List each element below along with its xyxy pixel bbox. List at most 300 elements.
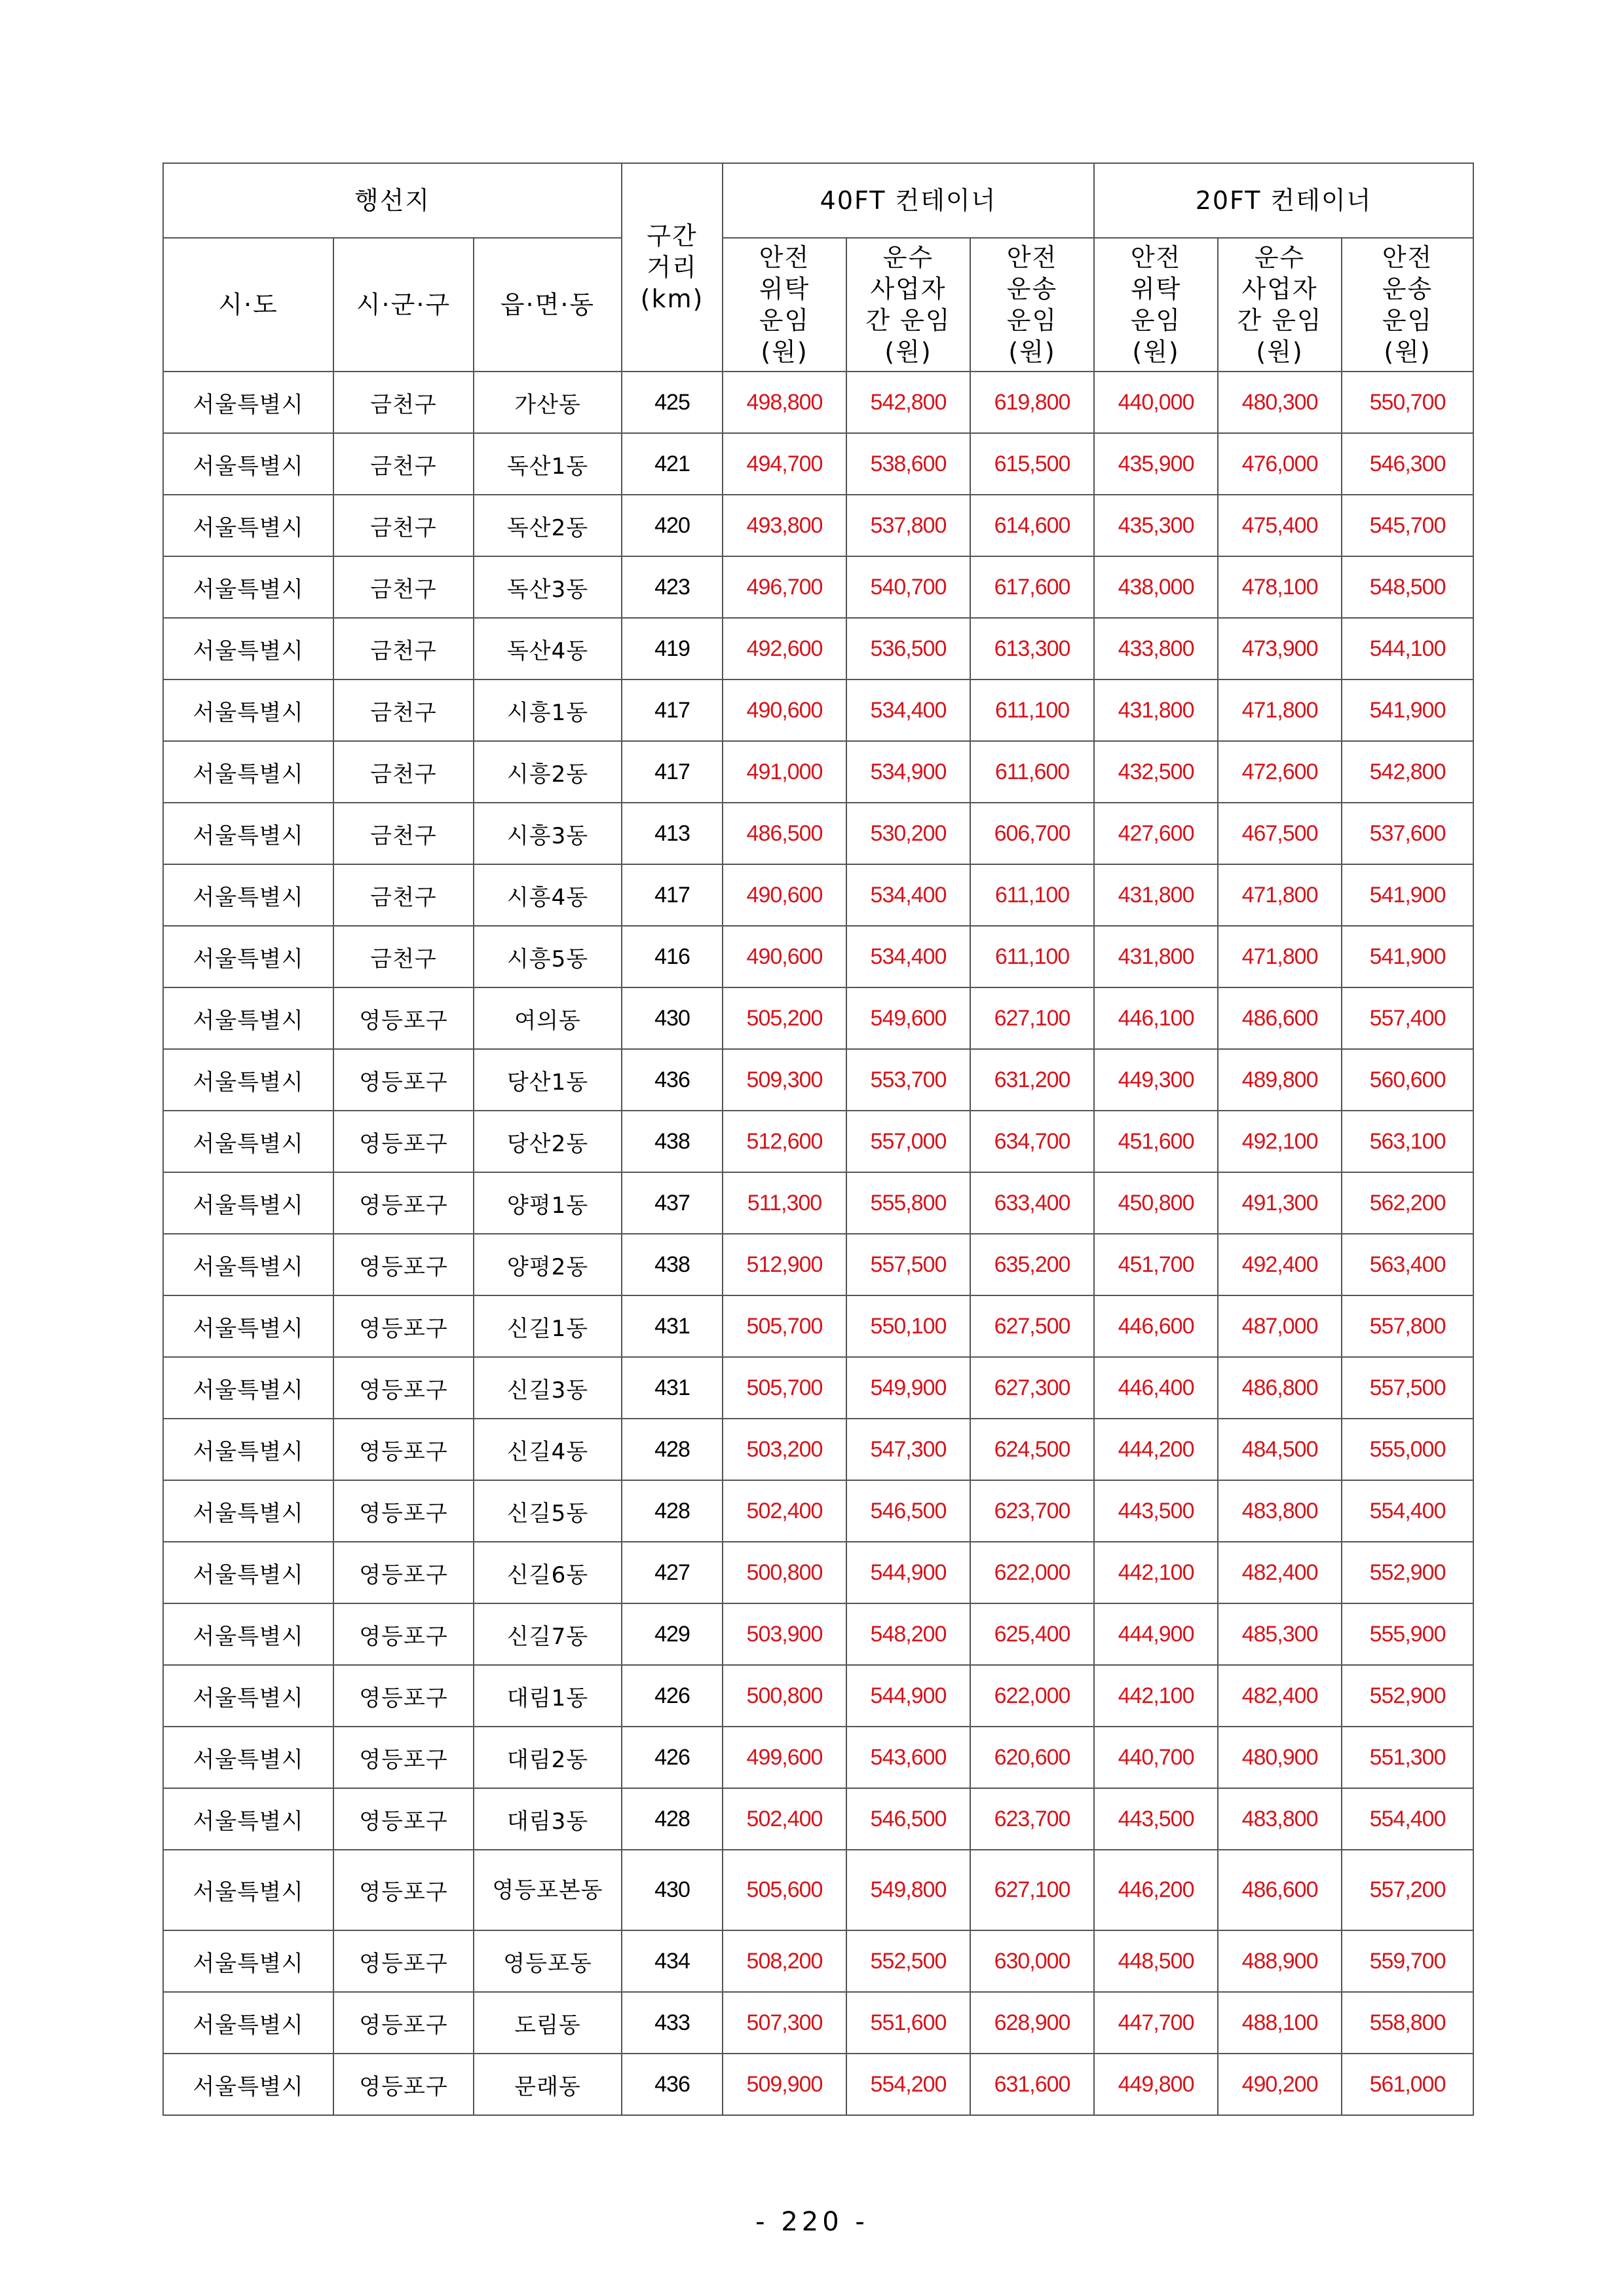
safe-transport-rate-20ft-cell: 551,300 [1342, 1727, 1473, 1788]
safe-consign-rate-20ft-cell: 444,900 [1094, 1603, 1218, 1665]
carrier-rate-40ft-cell: 549,900 [846, 1357, 970, 1419]
sido-cell: 서울특별시 [163, 1111, 333, 1172]
table-row [163, 1788, 1473, 1850]
safe-consign-rate-40ft-cell: 494,700 [723, 433, 846, 495]
sigungu-cell: 영등포구 [333, 1234, 474, 1295]
safe-consign-rate-40ft-cell: 508,200 [723, 1930, 846, 1992]
distance-cell: 437 [622, 1172, 723, 1234]
safe-transport-rate-40ft-cell: 631,200 [970, 1049, 1094, 1111]
distance-cell: 430 [622, 987, 723, 1049]
safe-consign-rate-20ft-cell: 440,700 [1094, 1727, 1218, 1788]
carrier-rate-40ft-cell: 549,600 [846, 987, 970, 1049]
carrier-rate-20ft-cell: 472,600 [1218, 741, 1342, 803]
safe-consign-rate-20ft-cell: 431,800 [1094, 864, 1218, 926]
safe-consign-rate-40ft-cell: 505,700 [723, 1357, 846, 1419]
sido-cell: 서울특별시 [163, 372, 333, 433]
distance-cell: 433 [622, 1992, 723, 2054]
carrier-rate-20ft-cell: 488,100 [1218, 1992, 1342, 2054]
safe-consign-rate-20ft-cell: 433,800 [1094, 618, 1218, 679]
sido-cell: 서울특별시 [163, 1419, 333, 1480]
header-label: 안전 운송 운임 (원) [1382, 243, 1433, 366]
safe-transport-rate-20ft-cell: 552,900 [1342, 1665, 1473, 1727]
safe-transport-rate-20ft-cell: 546,300 [1342, 433, 1473, 495]
safe-consign-rate-20ft-cell: 449,300 [1094, 1049, 1218, 1111]
eupmyeondong-cell: 가산동 [474, 372, 622, 433]
sido-cell: 서울특별시 [163, 618, 333, 679]
sido-cell: 서울특별시 [163, 987, 333, 1049]
safe-transport-rate-40ft-cell: 619,800 [970, 372, 1094, 433]
safe-transport-rate-20ft-cell: 561,000 [1342, 2054, 1473, 2115]
distance-cell: 416 [622, 926, 723, 987]
eupmyeondong-cell: 독산4동 [474, 618, 622, 679]
carrier-rate-20ft-cell: 484,500 [1218, 1419, 1342, 1480]
safe-transport-rate-20ft-cell: 544,100 [1342, 618, 1473, 679]
safe-transport-rate-20ft-cell: 554,400 [1342, 1788, 1473, 1850]
freight-rate-table [162, 163, 1474, 2116]
eupmyeondong-cell: 양평1동 [474, 1172, 622, 1234]
carrier-rate-40ft-cell: 554,200 [846, 2054, 970, 2115]
carrier-rate-40ft-cell: 557,000 [846, 1111, 970, 1172]
carrier-rate-20ft-cell: 486,600 [1218, 1850, 1342, 1930]
table-row [163, 372, 1473, 433]
carrier-rate-40ft-cell: 542,800 [846, 372, 970, 433]
safe-consign-rate-20ft-cell: 450,800 [1094, 1172, 1218, 1234]
distance-cell: 420 [622, 495, 723, 556]
safe-consign-rate-20ft-cell: 442,100 [1094, 1665, 1218, 1727]
page-number: - 220 - [755, 2207, 869, 2237]
sido-header: 시·도 [163, 238, 333, 372]
sido-cell: 서울특별시 [163, 741, 333, 803]
safe-transport-rate-20ft-cell: 541,900 [1342, 864, 1473, 926]
sigungu-cell: 영등포구 [333, 987, 474, 1049]
safe-transport-rate-20ft-cell: 562,200 [1342, 1172, 1473, 1234]
safe-consign-rate-40ft-cell: 512,900 [723, 1234, 846, 1295]
eupmyeondong-cell: 신길1동 [474, 1295, 622, 1357]
distance-cell: 428 [622, 1480, 723, 1542]
safe-transport-rate-20ft-cell: 557,400 [1342, 987, 1473, 1049]
safe-consign-rate-40ft-cell: 498,800 [723, 372, 846, 433]
distance-cell: 421 [622, 433, 723, 495]
safe-transport-rate-20ft-cell: 552,900 [1342, 1542, 1473, 1603]
carrier-rate-40ft-cell: 552,500 [846, 1930, 970, 1992]
sido-cell: 서울특별시 [163, 1295, 333, 1357]
eupmyeondong-cell: 대림3동 [474, 1788, 622, 1850]
safe-transport-rate-20ft-cell: 563,400 [1342, 1234, 1473, 1295]
sigungu-cell: 영등포구 [333, 1295, 474, 1357]
safe-consign-rate-40ft-cell: 500,800 [723, 1665, 846, 1727]
carrier-rate-40ft-cell: 551,600 [846, 1992, 970, 2054]
safe-transport-rate-20ft-cell: 554,400 [1342, 1480, 1473, 1542]
sigungu-header: 시·군·구 [333, 238, 474, 372]
distance-cell: 431 [622, 1295, 723, 1357]
safe-transport-rate-40ft-cell: 615,500 [970, 433, 1094, 495]
table-row [163, 1049, 1473, 1111]
safe-transport-rate-40ft-cell: 633,400 [970, 1172, 1094, 1234]
carrier-rate-20ft-cell: 491,300 [1218, 1172, 1342, 1234]
carrier-rate-40ft-cell: 536,500 [846, 618, 970, 679]
safe-consign-rate-40ft-cell: 490,600 [723, 926, 846, 987]
safe-consign-rate-20ft-cell: 443,500 [1094, 1788, 1218, 1850]
safe-consign-rate-40ft-cell: 509,300 [723, 1049, 846, 1111]
table-row [163, 1419, 1473, 1480]
eupmyeondong-cell: 독산2동 [474, 495, 622, 556]
carrier-rate-40ft-cell: 546,500 [846, 1480, 970, 1542]
distance-cell: 417 [622, 864, 723, 926]
sigungu-cell: 금천구 [333, 495, 474, 556]
eupmyeondong-cell: 신길6동 [474, 1542, 622, 1603]
safe-consign-rate-20ft-header [1094, 238, 1218, 372]
sido-cell: 서울특별시 [163, 556, 333, 618]
header-label: 운수 사업자 간 운임 (원) [865, 243, 951, 366]
safe-consign-rate-40ft-cell: 492,600 [723, 618, 846, 679]
carrier-rate-40ft-cell: 543,600 [846, 1727, 970, 1788]
safe-consign-rate-40ft-cell: 490,600 [723, 864, 846, 926]
carrier-rate-40ft-cell: 546,500 [846, 1788, 970, 1850]
table-row [163, 1930, 1473, 1992]
safe-consign-rate-20ft-cell: 435,300 [1094, 495, 1218, 556]
sigungu-cell: 금천구 [333, 372, 474, 433]
sido-cell: 서울특별시 [163, 1727, 333, 1788]
safe-consign-rate-40ft-cell: 505,600 [723, 1850, 846, 1930]
carrier-rate-40ft-cell: 534,400 [846, 926, 970, 987]
distance-cell: 417 [622, 741, 723, 803]
safe-transport-rate-20ft-cell: 542,800 [1342, 741, 1473, 803]
eupmyeondong-cell: 시흥4동 [474, 864, 622, 926]
safe-transport-rate-40ft-cell: 627,500 [970, 1295, 1094, 1357]
carrier-rate-40ft-cell: 549,800 [846, 1850, 970, 1930]
carrier-rate-20ft-cell: 475,400 [1218, 495, 1342, 556]
table-row [163, 864, 1473, 926]
eupmyeondong-cell: 독산3동 [474, 556, 622, 618]
carrier-rate-20ft-cell: 480,300 [1218, 372, 1342, 433]
sigungu-cell: 영등포구 [333, 1850, 474, 1930]
safe-transport-rate-40ft-cell: 631,600 [970, 2054, 1094, 2115]
sido-cell: 서울특별시 [163, 1992, 333, 2054]
sigungu-cell: 영등포구 [333, 1542, 474, 1603]
carrier-rate-40ft-cell: 530,200 [846, 803, 970, 864]
container-20ft-header: 20FT 컨테이너 [1094, 163, 1473, 238]
safe-transport-rate-20ft-cell: 555,900 [1342, 1603, 1473, 1665]
sigungu-cell: 영등포구 [333, 1665, 474, 1727]
sigungu-cell: 영등포구 [333, 1603, 474, 1665]
distance-cell: 438 [622, 1234, 723, 1295]
carrier-rate-20ft-cell: 486,600 [1218, 987, 1342, 1049]
table-row [163, 1111, 1473, 1172]
safe-consign-rate-20ft-cell: 448,500 [1094, 1930, 1218, 1992]
distance-header-label: 구간 거리 (km) [640, 221, 704, 313]
carrier-rate-40ft-cell: 534,400 [846, 864, 970, 926]
header-label: 안전 위탁 운임 (원) [1130, 243, 1182, 366]
safe-consign-rate-20ft-cell: 451,700 [1094, 1234, 1218, 1295]
table-row [163, 1234, 1473, 1295]
safe-transport-rate-40ft-cell: 627,100 [970, 1850, 1094, 1930]
distance-cell: 428 [622, 1788, 723, 1850]
safe-consign-rate-20ft-cell: 446,400 [1094, 1357, 1218, 1419]
sigungu-cell: 영등포구 [333, 1788, 474, 1850]
safe-consign-rate-40ft-cell: 511,300 [723, 1172, 846, 1234]
rate-table-body [163, 372, 1473, 2115]
safe-consign-rate-40ft-cell: 505,700 [723, 1295, 846, 1357]
sido-cell: 서울특별시 [163, 1480, 333, 1542]
sido-cell: 서울특별시 [163, 1850, 333, 1930]
safe-consign-rate-20ft-cell: 432,500 [1094, 741, 1218, 803]
safe-transport-rate-20ft-cell: 563,100 [1342, 1111, 1473, 1172]
safe-consign-rate-40ft-cell: 503,200 [723, 1419, 846, 1480]
table-row [163, 1357, 1473, 1419]
eupmyeondong-cell: 시흥5동 [474, 926, 622, 987]
carrier-rate-40ft-cell: 550,100 [846, 1295, 970, 1357]
safe-consign-rate-20ft-cell: 431,800 [1094, 679, 1218, 741]
table-row [163, 741, 1473, 803]
distance-cell: 417 [622, 679, 723, 741]
table-row [163, 1850, 1473, 1930]
carrier-rate-20ft-cell: 486,800 [1218, 1357, 1342, 1419]
distance-cell: 434 [622, 1930, 723, 1992]
distance-cell: 436 [622, 2054, 723, 2115]
distance-cell: 429 [622, 1603, 723, 1665]
distance-cell: 428 [622, 1419, 723, 1480]
safe-consign-rate-40ft-header [723, 238, 846, 372]
sigungu-cell: 영등포구 [333, 1992, 474, 2054]
carrier-rate-20ft-cell: 480,900 [1218, 1727, 1342, 1788]
safe-consign-rate-20ft-cell: 438,000 [1094, 556, 1218, 618]
sido-cell: 서울특별시 [163, 1542, 333, 1603]
safe-transport-rate-40ft-cell: 635,200 [970, 1234, 1094, 1295]
safe-consign-rate-40ft-cell: 509,900 [723, 2054, 846, 2115]
carrier-rate-40ft-header [846, 238, 970, 372]
sigungu-cell: 영등포구 [333, 2054, 474, 2115]
carrier-rate-20ft-cell: 492,100 [1218, 1111, 1342, 1172]
table-row [163, 495, 1473, 556]
distance-cell: 426 [622, 1665, 723, 1727]
table-row [163, 1480, 1473, 1542]
safe-consign-rate-20ft-cell: 444,200 [1094, 1419, 1218, 1480]
safe-consign-rate-20ft-cell: 446,200 [1094, 1850, 1218, 1930]
safe-consign-rate-40ft-cell: 507,300 [723, 1992, 846, 2054]
safe-transport-rate-40ft-cell: 611,600 [970, 741, 1094, 803]
table-row [163, 433, 1473, 495]
table-row [163, 926, 1473, 987]
carrier-rate-20ft-cell: 482,400 [1218, 1665, 1342, 1727]
safe-consign-rate-20ft-cell: 427,600 [1094, 803, 1218, 864]
carrier-rate-40ft-cell: 534,900 [846, 741, 970, 803]
sigungu-cell: 금천구 [333, 618, 474, 679]
safe-consign-rate-40ft-cell: 491,000 [723, 741, 846, 803]
carrier-rate-20ft-cell: 490,200 [1218, 2054, 1342, 2115]
safe-consign-rate-20ft-cell: 449,800 [1094, 2054, 1218, 2115]
carrier-rate-20ft-cell: 471,800 [1218, 864, 1342, 926]
carrier-rate-20ft-cell: 471,800 [1218, 926, 1342, 987]
sigungu-cell: 영등포구 [333, 1727, 474, 1788]
sido-cell: 서울특별시 [163, 1049, 333, 1111]
table-row [163, 1665, 1473, 1727]
eupmyeondong-cell: 시흥2동 [474, 741, 622, 803]
carrier-rate-40ft-cell: 537,800 [846, 495, 970, 556]
sido-cell: 서울특별시 [163, 1172, 333, 1234]
safe-transport-rate-40ft-cell: 617,600 [970, 556, 1094, 618]
eupmyeondong-cell: 신길3동 [474, 1357, 622, 1419]
carrier-rate-40ft-cell: 544,900 [846, 1542, 970, 1603]
carrier-rate-40ft-cell: 544,900 [846, 1665, 970, 1727]
sigungu-cell: 금천구 [333, 741, 474, 803]
table-row [163, 1172, 1473, 1234]
safe-consign-rate-20ft-cell: 431,800 [1094, 926, 1218, 987]
eupmyeondong-cell: 여의동 [474, 987, 622, 1049]
carrier-rate-20ft-cell: 473,900 [1218, 618, 1342, 679]
distance-cell: 436 [622, 1049, 723, 1111]
sigungu-cell: 금천구 [333, 803, 474, 864]
carrier-rate-20ft-cell: 489,800 [1218, 1049, 1342, 1111]
safe-transport-rate-20ft-cell: 559,700 [1342, 1930, 1473, 1992]
safe-transport-rate-20ft-header [1342, 238, 1473, 372]
safe-consign-rate-40ft-cell: 490,600 [723, 679, 846, 741]
sido-cell: 서울특별시 [163, 864, 333, 926]
safe-consign-rate-40ft-cell: 503,900 [723, 1603, 846, 1665]
safe-transport-rate-20ft-cell: 541,900 [1342, 926, 1473, 987]
safe-transport-rate-40ft-cell: 606,700 [970, 803, 1094, 864]
sigungu-cell: 영등포구 [333, 1930, 474, 1992]
safe-consign-rate-40ft-cell: 493,800 [723, 495, 846, 556]
carrier-rate-20ft-cell: 467,500 [1218, 803, 1342, 864]
carrier-rate-40ft-cell: 548,200 [846, 1603, 970, 1665]
distance-cell: 430 [622, 1850, 723, 1930]
carrier-rate-20ft-header [1218, 238, 1342, 372]
distance-cell: 438 [622, 1111, 723, 1172]
sigungu-cell: 영등포구 [333, 1419, 474, 1480]
safe-consign-rate-40ft-cell: 500,800 [723, 1542, 846, 1603]
safe-consign-rate-20ft-cell: 442,100 [1094, 1542, 1218, 1603]
carrier-rate-20ft-cell: 487,000 [1218, 1295, 1342, 1357]
safe-transport-rate-40ft-cell: 623,700 [970, 1480, 1094, 1542]
safe-transport-rate-20ft-cell: 558,800 [1342, 1992, 1473, 2054]
safe-transport-rate-20ft-cell: 548,500 [1342, 556, 1473, 618]
distance-cell: 426 [622, 1727, 723, 1788]
safe-transport-rate-20ft-cell: 557,800 [1342, 1295, 1473, 1357]
safe-transport-rate-40ft-cell: 623,700 [970, 1788, 1094, 1850]
sigungu-cell: 영등포구 [333, 1111, 474, 1172]
safe-consign-rate-40ft-cell: 499,600 [723, 1727, 846, 1788]
distance-cell: 425 [622, 372, 723, 433]
safe-consign-rate-20ft-cell: 440,000 [1094, 372, 1218, 433]
eupmyeondong-cell: 독산1동 [474, 433, 622, 495]
safe-transport-rate-20ft-cell: 555,000 [1342, 1419, 1473, 1480]
sido-cell: 서울특별시 [163, 1234, 333, 1295]
destination-header: 행선지 [163, 163, 622, 238]
carrier-rate-20ft-cell: 482,400 [1218, 1542, 1342, 1603]
eupmyeondong-cell: 신길5동 [474, 1480, 622, 1542]
carrier-rate-20ft-cell: 488,900 [1218, 1930, 1342, 1992]
carrier-rate-40ft-cell: 557,500 [846, 1234, 970, 1295]
table-row [163, 1603, 1473, 1665]
safe-consign-rate-40ft-cell: 512,600 [723, 1111, 846, 1172]
safe-transport-rate-20ft-cell: 557,200 [1342, 1850, 1473, 1930]
safe-transport-rate-20ft-cell: 537,600 [1342, 803, 1473, 864]
safe-transport-rate-40ft-cell: 625,400 [970, 1603, 1094, 1665]
safe-transport-rate-40ft-cell: 622,000 [970, 1665, 1094, 1727]
sido-cell: 서울특별시 [163, 1930, 333, 1992]
safe-transport-rate-40ft-cell: 611,100 [970, 864, 1094, 926]
header-label: 안전 운송 운임 (원) [1006, 243, 1058, 366]
carrier-rate-40ft-cell: 547,300 [846, 1419, 970, 1480]
safe-transport-rate-40ft-cell: 614,600 [970, 495, 1094, 556]
sigungu-cell: 금천구 [333, 926, 474, 987]
carrier-rate-20ft-cell: 492,400 [1218, 1234, 1342, 1295]
safe-transport-rate-40ft-cell: 611,100 [970, 679, 1094, 741]
sido-cell: 서울특별시 [163, 679, 333, 741]
table-row [163, 618, 1473, 679]
table-row [163, 679, 1473, 741]
safe-consign-rate-20ft-cell: 446,100 [1094, 987, 1218, 1049]
eupmyeondong-cell: 양평2동 [474, 1234, 622, 1295]
eupmyeondong-cell: 당산1동 [474, 1049, 622, 1111]
carrier-rate-40ft-cell: 540,700 [846, 556, 970, 618]
safe-transport-rate-40ft-header [970, 238, 1094, 372]
safe-transport-rate-40ft-cell: 620,600 [970, 1727, 1094, 1788]
carrier-rate-20ft-cell: 483,800 [1218, 1480, 1342, 1542]
table-row [163, 2054, 1473, 2115]
safe-consign-rate-20ft-cell: 447,700 [1094, 1992, 1218, 2054]
eupmyeondong-cell: 시흥1동 [474, 679, 622, 741]
distance-cell: 423 [622, 556, 723, 618]
eupmyeondong-cell: 도림동 [474, 1992, 622, 2054]
eupmyeondong-cell: 대림1동 [474, 1665, 622, 1727]
carrier-rate-40ft-cell: 534,400 [846, 679, 970, 741]
safe-transport-rate-20ft-cell: 545,700 [1342, 495, 1473, 556]
safe-transport-rate-40ft-cell: 622,000 [970, 1542, 1094, 1603]
safe-transport-rate-20ft-cell: 557,500 [1342, 1357, 1473, 1419]
sigungu-cell: 금천구 [333, 679, 474, 741]
table-row [163, 987, 1473, 1049]
sido-cell: 서울특별시 [163, 1665, 333, 1727]
eupmyeondong-cell: 대림2동 [474, 1727, 622, 1788]
eupmyeondong-cell: 시흥3동 [474, 803, 622, 864]
distance-cell: 427 [622, 1542, 723, 1603]
safe-consign-rate-20ft-cell: 451,600 [1094, 1111, 1218, 1172]
sigungu-cell: 금천구 [333, 556, 474, 618]
sido-cell: 서울특별시 [163, 803, 333, 864]
distance-cell: 413 [622, 803, 723, 864]
safe-consign-rate-40ft-cell: 486,500 [723, 803, 846, 864]
sido-cell: 서울특별시 [163, 2054, 333, 2115]
eupmyeondong-cell: 당산2동 [474, 1111, 622, 1172]
container-40ft-header: 40FT 컨테이너 [723, 163, 1094, 238]
sido-cell: 서울특별시 [163, 433, 333, 495]
sigungu-cell: 영등포구 [333, 1480, 474, 1542]
safe-consign-rate-20ft-cell: 446,600 [1094, 1295, 1218, 1357]
sigungu-cell: 영등포구 [333, 1172, 474, 1234]
safe-transport-rate-40ft-cell: 634,700 [970, 1111, 1094, 1172]
sido-cell: 서울특별시 [163, 926, 333, 987]
table-row [163, 1295, 1473, 1357]
eupmyeondong-cell: 신길4동 [474, 1419, 622, 1480]
safe-consign-rate-40ft-cell: 505,200 [723, 987, 846, 1049]
sigungu-cell: 금천구 [333, 433, 474, 495]
safe-transport-rate-40ft-cell: 611,100 [970, 926, 1094, 987]
sigungu-cell: 금천구 [333, 864, 474, 926]
safe-transport-rate-40ft-cell: 613,300 [970, 618, 1094, 679]
carrier-rate-20ft-cell: 478,100 [1218, 556, 1342, 618]
distance-header [622, 163, 723, 372]
carrier-rate-20ft-cell: 476,000 [1218, 433, 1342, 495]
sido-cell: 서울특별시 [163, 495, 333, 556]
safe-consign-rate-40ft-cell: 502,400 [723, 1480, 846, 1542]
header-label: 운수 사업자 간 운임 (원) [1237, 243, 1323, 366]
carrier-rate-20ft-cell: 483,800 [1218, 1788, 1342, 1850]
eupmyeondong-cell: 영등포본동 [474, 1850, 622, 1930]
carrier-rate-40ft-cell: 538,600 [846, 433, 970, 495]
safe-consign-rate-20ft-cell: 443,500 [1094, 1480, 1218, 1542]
safe-consign-rate-20ft-cell: 435,900 [1094, 433, 1218, 495]
